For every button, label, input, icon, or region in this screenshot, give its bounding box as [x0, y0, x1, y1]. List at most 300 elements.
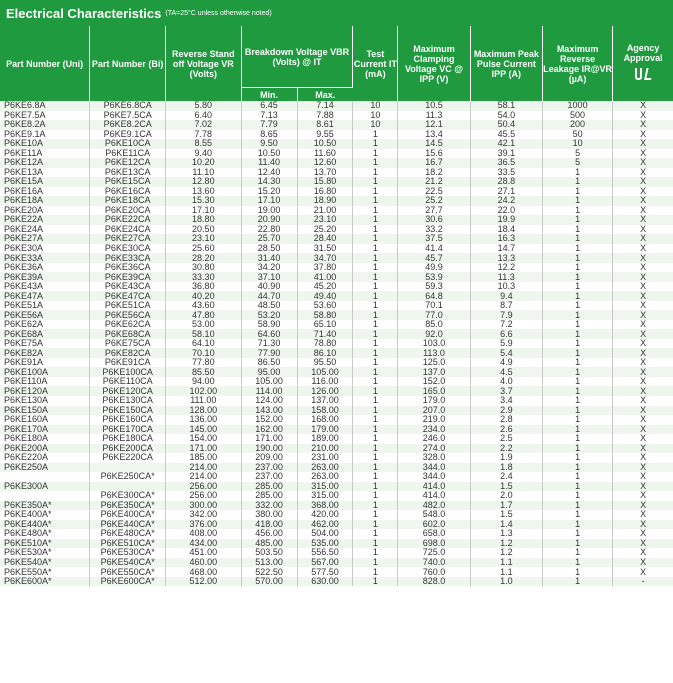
agency-cell: X — [613, 120, 673, 130]
breakdown-max-cell: 45.20 — [297, 282, 353, 292]
peak-current-cell: 14.7 — [470, 244, 542, 254]
clamping-voltage-cell: 25.2 — [398, 196, 470, 206]
leakage-cell: 500 — [543, 111, 613, 121]
part-bi-cell: P6KE8.2CA — [90, 120, 166, 130]
leakage-cell: 200 — [543, 120, 613, 130]
breakdown-max-cell: 7.14 — [297, 101, 353, 111]
breakdown-max-cell: 263.00 — [297, 463, 353, 473]
leakage-cell: 1 — [543, 177, 613, 187]
peak-current-cell: 8.7 — [470, 301, 542, 311]
leakage-cell: 10 — [543, 139, 613, 149]
part-bi-cell: P6KE6.8CA — [90, 101, 166, 111]
test-current-cell: 1 — [353, 434, 398, 444]
part-uni-cell: P6KE600A* — [0, 577, 90, 587]
clamping-voltage-cell: 11.3 — [398, 111, 470, 121]
clamping-voltage-cell: 414.0 — [398, 491, 470, 501]
breakdown-min-cell: 6.45 — [241, 101, 297, 111]
reverse-voltage-cell: 5.80 — [166, 101, 242, 111]
part-bi-cell: P6KE160CA — [90, 415, 166, 425]
reverse-voltage-cell: 10.20 — [166, 158, 242, 168]
header-agency-approval — [613, 26, 673, 101]
breakdown-min-cell: 77.90 — [241, 348, 297, 358]
part-uni-cell: P6KE24A — [0, 225, 90, 235]
clamping-voltage-cell: 414.0 — [398, 482, 470, 492]
header-peak-pulse-current: Maximum Peak Pulse Current IPP (A) — [470, 26, 542, 101]
part-uni-cell: P6KE170A — [0, 425, 90, 435]
peak-current-cell: 1.1 — [470, 558, 542, 568]
clamping-voltage-cell: 165.0 — [398, 386, 470, 396]
leakage-cell: 1 — [543, 358, 613, 368]
clamping-voltage-cell: 137.0 — [398, 367, 470, 377]
reverse-voltage-cell: 171.00 — [166, 444, 242, 454]
agency-cell: X — [613, 291, 673, 301]
peak-current-cell: 4.9 — [470, 358, 542, 368]
reverse-voltage-cell: 64.10 — [166, 339, 242, 349]
peak-current-cell: 1.4 — [470, 520, 542, 530]
clamping-voltage-cell: 49.9 — [398, 263, 470, 273]
header-max: Max. — [297, 88, 353, 102]
test-current-cell: 1 — [353, 548, 398, 558]
header-part-uni: Part Number (Uni) — [0, 26, 90, 101]
breakdown-max-cell: 8.61 — [297, 120, 353, 130]
breakdown-min-cell: 105.00 — [241, 377, 297, 387]
breakdown-max-cell: 137.00 — [297, 396, 353, 406]
leakage-cell: 1 — [543, 320, 613, 330]
test-current-cell: 1 — [353, 272, 398, 282]
part-bi-cell: P6KE39CA — [90, 272, 166, 282]
agency-cell: X — [613, 310, 673, 320]
agency-cell: X — [613, 177, 673, 187]
agency-cell: X — [613, 196, 673, 206]
clamping-voltage-cell: 234.0 — [398, 425, 470, 435]
peak-current-cell: 10.3 — [470, 282, 542, 292]
breakdown-max-cell: 18.90 — [297, 196, 353, 206]
part-bi-cell: P6KE150CA — [90, 406, 166, 416]
part-bi-cell — [90, 463, 166, 473]
test-current-cell: 10 — [353, 101, 398, 111]
table-row — [0, 320, 673, 330]
leakage-cell: 1 — [543, 434, 613, 444]
test-current-cell: 1 — [353, 377, 398, 387]
test-current-cell: 1 — [353, 396, 398, 406]
part-uni-cell: P6KE130A — [0, 396, 90, 406]
test-current-cell: 1 — [353, 491, 398, 501]
breakdown-min-cell: 53.20 — [241, 310, 297, 320]
breakdown-min-cell: 12.40 — [241, 168, 297, 178]
breakdown-max-cell: 34.70 — [297, 253, 353, 263]
test-current-cell: 1 — [353, 348, 398, 358]
test-current-cell: 1 — [353, 415, 398, 425]
clamping-voltage-cell: 103.0 — [398, 339, 470, 349]
part-uni-cell: P6KE160A — [0, 415, 90, 425]
leakage-cell: 1 — [543, 482, 613, 492]
agency-cell: X — [613, 472, 673, 482]
reverse-voltage-cell: 145.00 — [166, 425, 242, 435]
part-uni-cell: P6KE250A — [0, 463, 90, 473]
peak-current-cell: 2.4 — [470, 472, 542, 482]
test-current-cell: 1 — [353, 386, 398, 396]
table-row — [0, 168, 673, 178]
part-bi-cell: P6KE47CA — [90, 291, 166, 301]
test-current-cell: 1 — [353, 339, 398, 349]
breakdown-max-cell: 41.00 — [297, 272, 353, 282]
part-bi-cell: P6KE82CA — [90, 348, 166, 358]
breakdown-min-cell: 37.10 — [241, 272, 297, 282]
reverse-voltage-cell: 36.80 — [166, 282, 242, 292]
part-uni-cell: P6KE100A — [0, 367, 90, 377]
breakdown-min-cell: 503.50 — [241, 548, 297, 558]
breakdown-max-cell: 28.40 — [297, 234, 353, 244]
reverse-voltage-cell: 17.10 — [166, 206, 242, 216]
breakdown-max-cell: 420.00 — [297, 510, 353, 520]
peak-current-cell: 9.4 — [470, 291, 542, 301]
breakdown-max-cell: 65.10 — [297, 320, 353, 330]
test-current-cell: 1 — [353, 520, 398, 530]
table-row — [0, 567, 673, 577]
part-uni-cell: P6KE62A — [0, 320, 90, 330]
peak-current-cell: 22.0 — [470, 206, 542, 216]
table-row — [0, 558, 673, 568]
breakdown-min-cell: 9.50 — [241, 139, 297, 149]
part-bi-cell: P6KE43CA — [90, 282, 166, 292]
peak-current-cell: 5.4 — [470, 348, 542, 358]
leakage-cell: 1 — [543, 539, 613, 549]
breakdown-max-cell: 71.40 — [297, 329, 353, 339]
table-row — [0, 244, 673, 254]
breakdown-min-cell: 513.00 — [241, 558, 297, 568]
part-bi-cell: P6KE13CA — [90, 168, 166, 178]
clamping-voltage-cell: 33.2 — [398, 225, 470, 235]
part-uni-cell: P6KE350A* — [0, 501, 90, 511]
breakdown-max-cell: 189.00 — [297, 434, 353, 444]
breakdown-max-cell: 630.00 — [297, 577, 353, 587]
test-current-cell: 1 — [353, 158, 398, 168]
table-row — [0, 139, 673, 149]
test-current-cell: 1 — [353, 187, 398, 197]
clamping-voltage-cell: 85.0 — [398, 320, 470, 330]
clamping-voltage-cell: 10.5 — [398, 101, 470, 111]
breakdown-min-cell: 95.00 — [241, 367, 297, 377]
clamping-voltage-cell: 207.0 — [398, 406, 470, 416]
table-row — [0, 101, 673, 111]
agency-cell: X — [613, 263, 673, 273]
agency-cell: X — [613, 396, 673, 406]
peak-current-cell: 39.1 — [470, 149, 542, 159]
peak-current-cell: 1.5 — [470, 482, 542, 492]
part-uni-cell: P6KE51A — [0, 301, 90, 311]
part-uni-cell: P6KE47A — [0, 291, 90, 301]
leakage-cell: 1 — [543, 263, 613, 273]
leakage-cell: 1 — [543, 215, 613, 225]
breakdown-min-cell: 285.00 — [241, 482, 297, 492]
part-uni-cell: P6KE10A — [0, 139, 90, 149]
agency-cell: X — [613, 348, 673, 358]
leakage-cell: 1 — [543, 187, 613, 197]
peak-current-cell: 19.9 — [470, 215, 542, 225]
clamping-voltage-cell: 725.0 — [398, 548, 470, 558]
part-bi-cell: P6KE30CA — [90, 244, 166, 254]
part-uni-cell: P6KE180A — [0, 434, 90, 444]
breakdown-min-cell: 22.80 — [241, 225, 297, 235]
part-uni-cell: P6KE30A — [0, 244, 90, 254]
leakage-cell: 1 — [543, 310, 613, 320]
peak-current-cell: 2.8 — [470, 415, 542, 425]
part-uni-cell: P6KE440A* — [0, 520, 90, 530]
breakdown-max-cell: 9.55 — [297, 130, 353, 140]
ul-recognized-icon — [632, 66, 654, 84]
breakdown-max-cell: 95.50 — [297, 358, 353, 368]
clamping-voltage-cell: 760.0 — [398, 567, 470, 577]
table-row — [0, 396, 673, 406]
peak-current-cell: 1.7 — [470, 501, 542, 511]
part-bi-cell: P6KE440CA* — [90, 520, 166, 530]
reverse-voltage-cell: 7.02 — [166, 120, 242, 130]
reverse-voltage-cell: 111.00 — [166, 396, 242, 406]
part-bi-cell: P6KE56CA — [90, 310, 166, 320]
reverse-voltage-cell: 256.00 — [166, 482, 242, 492]
table-row — [0, 301, 673, 311]
test-current-cell: 1 — [353, 139, 398, 149]
test-current-cell: 1 — [353, 149, 398, 159]
header-row — [0, 26, 673, 88]
reverse-voltage-cell: 33.30 — [166, 272, 242, 282]
leakage-cell: 1 — [543, 348, 613, 358]
clamping-voltage-cell: 21.2 — [398, 177, 470, 187]
clamping-voltage-cell: 37.5 — [398, 234, 470, 244]
leakage-cell: 1 — [543, 548, 613, 558]
part-bi-cell: P6KE300CA* — [90, 491, 166, 501]
part-uni-cell: P6KE150A — [0, 406, 90, 416]
clamping-voltage-cell: 77.0 — [398, 310, 470, 320]
leakage-cell: 5 — [543, 149, 613, 159]
part-bi-cell: P6KE22CA — [90, 215, 166, 225]
peak-current-cell: 24.2 — [470, 196, 542, 206]
agency-cell: X — [613, 101, 673, 111]
leakage-cell: 1 — [543, 463, 613, 473]
clamping-voltage-cell: 12.1 — [398, 120, 470, 130]
agency-cell: X — [613, 149, 673, 159]
part-uni-cell: P6KE82A — [0, 348, 90, 358]
part-bi-cell: P6KE400CA* — [90, 510, 166, 520]
clamping-voltage-cell: 15.6 — [398, 149, 470, 159]
test-current-cell: 1 — [353, 177, 398, 187]
header-reverse-leakage: Maximum Reverse Leakage IR@VR (µA) — [543, 26, 613, 101]
breakdown-min-cell: 485.00 — [241, 539, 297, 549]
clamping-voltage-cell: 45.7 — [398, 253, 470, 263]
clamping-voltage-cell: 328.0 — [398, 453, 470, 463]
reverse-voltage-cell: 28.20 — [166, 253, 242, 263]
leakage-cell: 1 — [543, 558, 613, 568]
agency-cell: X — [613, 320, 673, 330]
clamping-voltage-cell: 30.6 — [398, 215, 470, 225]
breakdown-max-cell: 58.80 — [297, 310, 353, 320]
reverse-voltage-cell: 13.60 — [166, 187, 242, 197]
reverse-voltage-cell: 185.00 — [166, 453, 242, 463]
part-uni-cell: P6KE7.5A — [0, 111, 90, 121]
clamping-voltage-cell: 92.0 — [398, 329, 470, 339]
peak-current-cell: 45.5 — [470, 130, 542, 140]
breakdown-max-cell: 7.88 — [297, 111, 353, 121]
breakdown-max-cell: 21.00 — [297, 206, 353, 216]
leakage-cell: 1 — [543, 491, 613, 501]
part-uni-cell: P6KE6.8A — [0, 101, 90, 111]
breakdown-max-cell: 179.00 — [297, 425, 353, 435]
table-row — [0, 491, 673, 501]
table-row — [0, 177, 673, 187]
peak-current-cell: 6.6 — [470, 329, 542, 339]
peak-current-cell: 7.9 — [470, 310, 542, 320]
leakage-cell: 1 — [543, 472, 613, 482]
part-bi-cell: P6KE12CA — [90, 158, 166, 168]
leakage-cell: 1 — [543, 510, 613, 520]
part-bi-cell: P6KE170CA — [90, 425, 166, 435]
part-bi-cell: P6KE530CA* — [90, 548, 166, 558]
clamping-voltage-cell: 152.0 — [398, 377, 470, 387]
breakdown-max-cell: 158.00 — [297, 406, 353, 416]
reverse-voltage-cell: 451.00 — [166, 548, 242, 558]
breakdown-max-cell: 11.60 — [297, 149, 353, 159]
part-bi-cell: P6KE100CA — [90, 367, 166, 377]
part-bi-cell: P6KE540CA* — [90, 558, 166, 568]
reverse-voltage-cell: 53.00 — [166, 320, 242, 330]
breakdown-max-cell: 16.80 — [297, 187, 353, 197]
breakdown-min-cell: 10.50 — [241, 149, 297, 159]
table-row — [0, 282, 673, 292]
breakdown-max-cell: 10.50 — [297, 139, 353, 149]
breakdown-min-cell: 152.00 — [241, 415, 297, 425]
breakdown-max-cell: 315.00 — [297, 491, 353, 501]
table-row — [0, 339, 673, 349]
clamping-voltage-cell: 548.0 — [398, 510, 470, 520]
agency-cell: X — [613, 206, 673, 216]
leakage-cell: 1 — [543, 425, 613, 435]
agency-cell: X — [613, 272, 673, 282]
table-row — [0, 501, 673, 511]
reverse-voltage-cell: 102.00 — [166, 386, 242, 396]
part-bi-cell: P6KE110CA — [90, 377, 166, 387]
agency-cell: X — [613, 244, 673, 254]
reverse-voltage-cell: 8.55 — [166, 139, 242, 149]
peak-current-cell: 2.6 — [470, 425, 542, 435]
agency-cell: X — [613, 453, 673, 463]
agency-cell: X — [613, 539, 673, 549]
peak-current-cell: 1.5 — [470, 510, 542, 520]
characteristics-table — [0, 26, 673, 586]
breakdown-max-cell: 126.00 — [297, 386, 353, 396]
leakage-cell: 1 — [543, 329, 613, 339]
part-uni-cell: P6KE22A — [0, 215, 90, 225]
clamping-voltage-cell: 740.0 — [398, 558, 470, 568]
test-current-cell: 1 — [353, 291, 398, 301]
clamping-voltage-cell: 64.8 — [398, 291, 470, 301]
peak-current-cell: 2.0 — [470, 491, 542, 501]
reverse-voltage-cell: 434.00 — [166, 539, 242, 549]
breakdown-min-cell: 48.50 — [241, 301, 297, 311]
breakdown-max-cell: 15.80 — [297, 177, 353, 187]
part-uni-cell: P6KE33A — [0, 253, 90, 263]
agency-cell: X — [613, 425, 673, 435]
table-row — [0, 120, 673, 130]
clamping-voltage-cell: 482.0 — [398, 501, 470, 511]
clamping-voltage-cell: 22.5 — [398, 187, 470, 197]
breakdown-min-cell: 237.00 — [241, 472, 297, 482]
agency-cell: X — [613, 339, 673, 349]
part-uni-cell: P6KE20A — [0, 206, 90, 216]
table-row — [0, 291, 673, 301]
peak-current-cell: 3.4 — [470, 396, 542, 406]
leakage-cell: 1 — [543, 291, 613, 301]
test-current-cell: 1 — [353, 510, 398, 520]
peak-current-cell: 3.7 — [470, 386, 542, 396]
part-bi-cell: P6KE24CA — [90, 225, 166, 235]
peak-current-cell: 5.9 — [470, 339, 542, 349]
peak-current-cell: 27.1 — [470, 187, 542, 197]
table-row — [0, 263, 673, 273]
breakdown-max-cell: 12.60 — [297, 158, 353, 168]
breakdown-min-cell: 71.30 — [241, 339, 297, 349]
reverse-voltage-cell: 40.20 — [166, 291, 242, 301]
reverse-voltage-cell: 25.60 — [166, 244, 242, 254]
breakdown-min-cell: 570.00 — [241, 577, 297, 587]
breakdown-min-cell: 25.70 — [241, 234, 297, 244]
part-uni-cell: P6KE540A* — [0, 558, 90, 568]
part-bi-cell: P6KE27CA — [90, 234, 166, 244]
test-current-cell: 1 — [353, 310, 398, 320]
table-row — [0, 253, 673, 263]
test-current-cell: 1 — [353, 253, 398, 263]
part-uni-cell: P6KE11A — [0, 149, 90, 159]
part-uni-cell — [0, 472, 90, 482]
header-test-current: Test Current IT (mA) — [353, 26, 398, 101]
breakdown-max-cell: 567.00 — [297, 558, 353, 568]
table-row — [0, 377, 673, 387]
breakdown-max-cell: 462.00 — [297, 520, 353, 530]
agency-cell: X — [613, 253, 673, 263]
clamping-voltage-cell: 53.9 — [398, 272, 470, 282]
leakage-cell: 1 — [543, 501, 613, 511]
breakdown-min-cell: 418.00 — [241, 520, 297, 530]
part-bi-cell: P6KE130CA — [90, 396, 166, 406]
test-current-cell: 1 — [353, 539, 398, 549]
breakdown-max-cell: 116.00 — [297, 377, 353, 387]
part-uni-cell: P6KE530A* — [0, 548, 90, 558]
peak-current-cell: 16.3 — [470, 234, 542, 244]
part-uni-cell: P6KE91A — [0, 358, 90, 368]
table-row — [0, 463, 673, 473]
peak-current-cell: 18.4 — [470, 225, 542, 235]
agency-cell: X — [613, 482, 673, 492]
table-row — [0, 367, 673, 377]
test-current-cell: 1 — [353, 215, 398, 225]
test-current-cell: 1 — [353, 367, 398, 377]
leakage-cell: 1 — [543, 301, 613, 311]
header-clamping-voltage: Maximum Clamping Voltage VC @ IPP (V) — [398, 26, 470, 101]
part-uni-cell: P6KE43A — [0, 282, 90, 292]
clamping-voltage-cell: 70.1 — [398, 301, 470, 311]
part-bi-cell: P6KE18CA — [90, 196, 166, 206]
peak-current-cell: 4.0 — [470, 377, 542, 387]
leakage-cell: 1 — [543, 406, 613, 416]
breakdown-min-cell: 17.10 — [241, 196, 297, 206]
leakage-cell: 1 — [543, 567, 613, 577]
part-bi-cell — [90, 482, 166, 492]
breakdown-max-cell: 556.50 — [297, 548, 353, 558]
agency-cell: X — [613, 491, 673, 501]
leakage-cell: 1 — [543, 577, 613, 587]
table-row — [0, 434, 673, 444]
part-uni-cell: P6KE18A — [0, 196, 90, 206]
breakdown-min-cell: 380.00 — [241, 510, 297, 520]
